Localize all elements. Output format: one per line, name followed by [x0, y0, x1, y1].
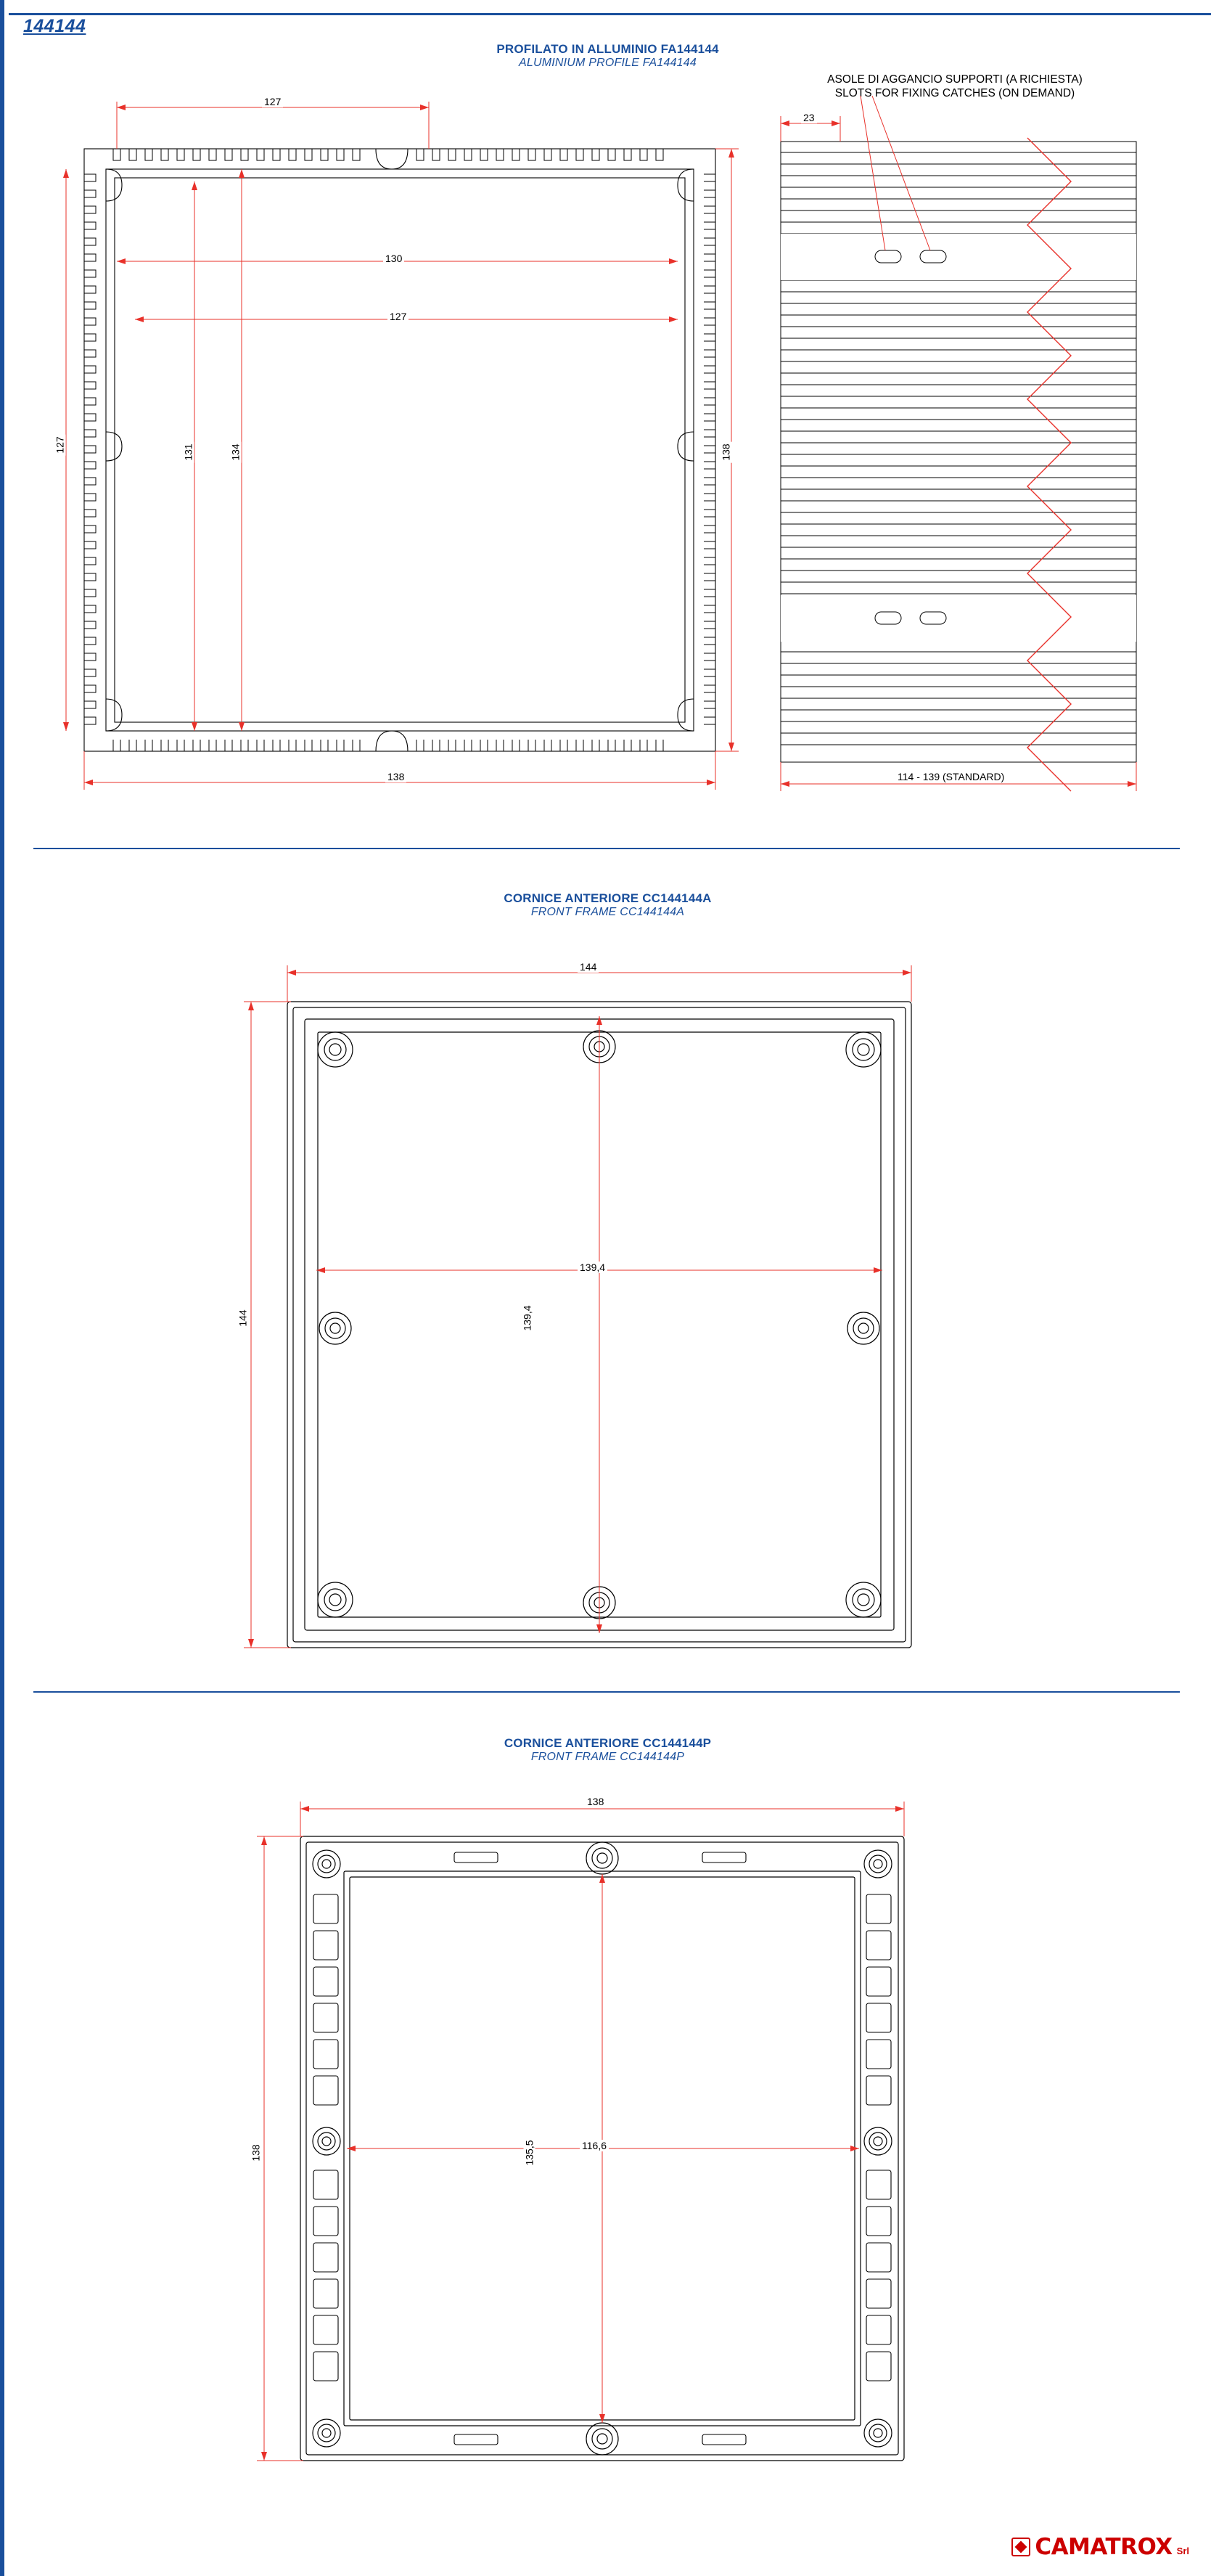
- dim-frame-a-inner-v: 139,4: [522, 1303, 533, 1333]
- slots-note-en: SLOTS FOR FIXING CATCHES (ON DEMAND): [834, 87, 1075, 100]
- dim-profile-inner-b: 127: [387, 311, 409, 322]
- section-title-en: FRONT FRAME CC144144A: [530, 906, 685, 918]
- dim-profile-side-top: 23: [801, 112, 817, 123]
- dim-profile-right: 138: [721, 441, 732, 462]
- dim-frame-p-inner-v: 135,5: [524, 2138, 535, 2167]
- section-title-it: CORNICE ANTERIORE CC144144P: [504, 1736, 712, 1750]
- dim-frame-a-top: 144: [578, 961, 599, 973]
- section-title-en: FRONT FRAME CC144144P: [530, 1751, 685, 1763]
- section-title-frame-a: [4, 891, 1211, 919]
- logo-mark-icon: [1011, 2538, 1030, 2556]
- dim-frame-p-inner-h: 116,6: [580, 2140, 609, 2151]
- profile-drawing: [4, 0, 1211, 842]
- logo-text: CAMATROX: [1035, 2534, 1173, 2560]
- section-title-en: ALUMINIUM PROFILE FA144144: [519, 57, 697, 69]
- section-divider-1: [33, 848, 1180, 849]
- company-logo: [1011, 2534, 1189, 2560]
- dim-profile-bottom: 138: [385, 771, 406, 782]
- dim-frame-a-left: 144: [237, 1307, 249, 1328]
- dim-profile-left-inner-a: 131: [183, 441, 194, 462]
- dim-profile-left-inner-b: 134: [230, 441, 242, 462]
- dim-frame-p-top: 138: [585, 1796, 606, 1807]
- dim-profile-inner-a: 130: [383, 253, 404, 264]
- logo-suffix: Srl: [1176, 2546, 1189, 2556]
- section-divider-2: [33, 1691, 1180, 1693]
- dim-frame-a-inner-h: 139,4: [578, 1262, 607, 1273]
- frame-a-drawing: [4, 936, 1211, 1662]
- dim-frame-p-left: 138: [250, 2142, 262, 2163]
- dim-profile-top: 127: [262, 96, 283, 107]
- slots-note-it: ASOLE DI AGGANCIO SUPPORTI (A RICHIESTA): [827, 73, 1083, 86]
- document-code: 144144: [23, 16, 86, 36]
- section-title-it: CORNICE ANTERIORE CC144144A: [504, 891, 712, 905]
- section-title-it: PROFILATO IN ALLUMINIO FA144144: [496, 42, 719, 56]
- dim-profile-side-bottom: 114 - 139 (STANDARD): [895, 771, 1006, 782]
- dim-profile-left-outer: 127: [54, 434, 66, 455]
- section-title-frame-p: [4, 1736, 1211, 1764]
